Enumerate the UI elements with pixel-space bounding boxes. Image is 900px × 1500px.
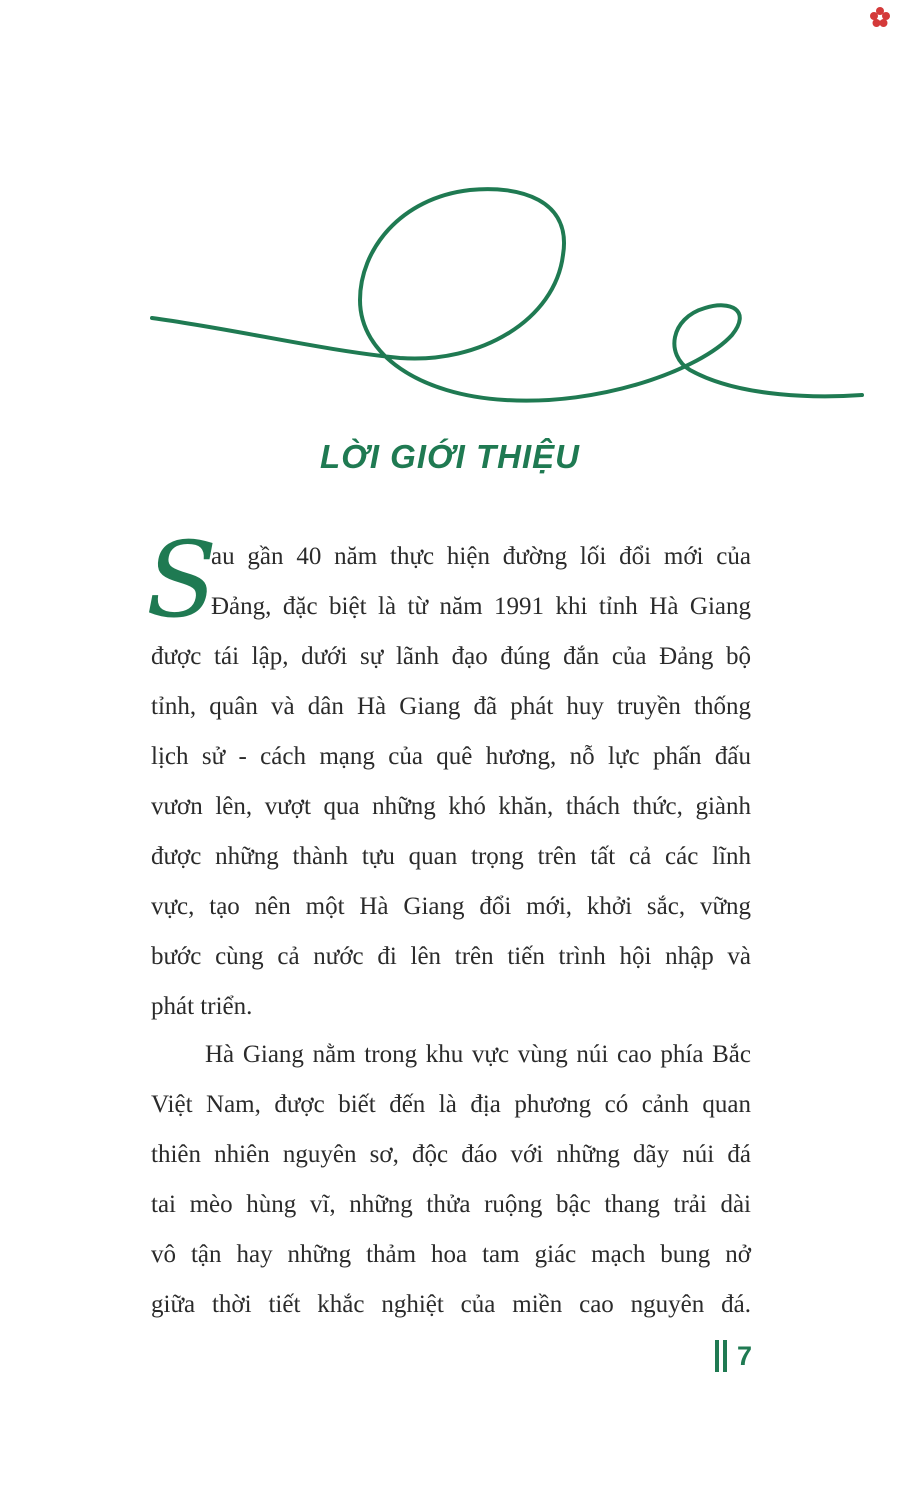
text-line: Đảng, đặc biệt là từ năm 1991 khi tỉnh Hà Giang <box>211 593 751 620</box>
swirl-ornament-icon <box>0 180 900 420</box>
text-line: vươn lên, vượt qua những khó khăn, thách thức, giành <box>151 793 751 820</box>
page-title: LỜI GIỚI THIỆU <box>320 438 580 475</box>
text-line: bước cùng cả nước đi lên trên tiến trình hội nhập và <box>151 943 751 970</box>
text-line: giữa thời tiết khắc nghiệt của miền cao nguyên đá. <box>151 1291 751 1318</box>
text-line: vực, tạo nên một Hà Giang đổi mới, khởi sắc, vững <box>151 893 751 920</box>
flower-icon <box>869 6 891 28</box>
text-line: vô tận hay những thảm hoa tam giác mạch bung nở <box>151 1241 751 1268</box>
text-line: tỉnh, quân và dân Hà Giang đã phát huy truyền thống <box>151 693 751 720</box>
text-line: Hà Giang nằm trong khu vực vùng núi cao phía Bắc <box>205 1041 751 1068</box>
text-line: phát triển. <box>151 993 253 1020</box>
text-line: Việt Nam, được biết đến là địa phương có cảnh quan <box>151 1091 751 1118</box>
text-line: được những thành tựu quan trọng trên tất cả các lĩnh <box>151 843 751 870</box>
double-bar-icon <box>715 1340 727 1372</box>
page-number: 7 <box>737 1340 753 1371</box>
paragraph-2 <box>151 1030 751 1330</box>
text-line: được tái lập, dưới sự lãnh đạo đúng đắn của Đảng bộ <box>151 643 751 670</box>
page-marker <box>715 1340 752 1372</box>
text-line: lịch sử - cách mạng của quê hương, nỗ lực phấn đấu <box>151 743 751 770</box>
text-line: thiên nhiên nguyên sơ, độc đáo với những dãy núi đá <box>151 1141 751 1168</box>
paragraph-1 <box>151 532 751 1032</box>
text-line: tai mèo hùng vĩ, những thửa ruộng bậc thang trải dài <box>151 1191 751 1218</box>
drop-cap: S <box>146 519 218 641</box>
text-line: au gần 40 năm thực hiện đường lối đổi mới của <box>211 543 751 570</box>
